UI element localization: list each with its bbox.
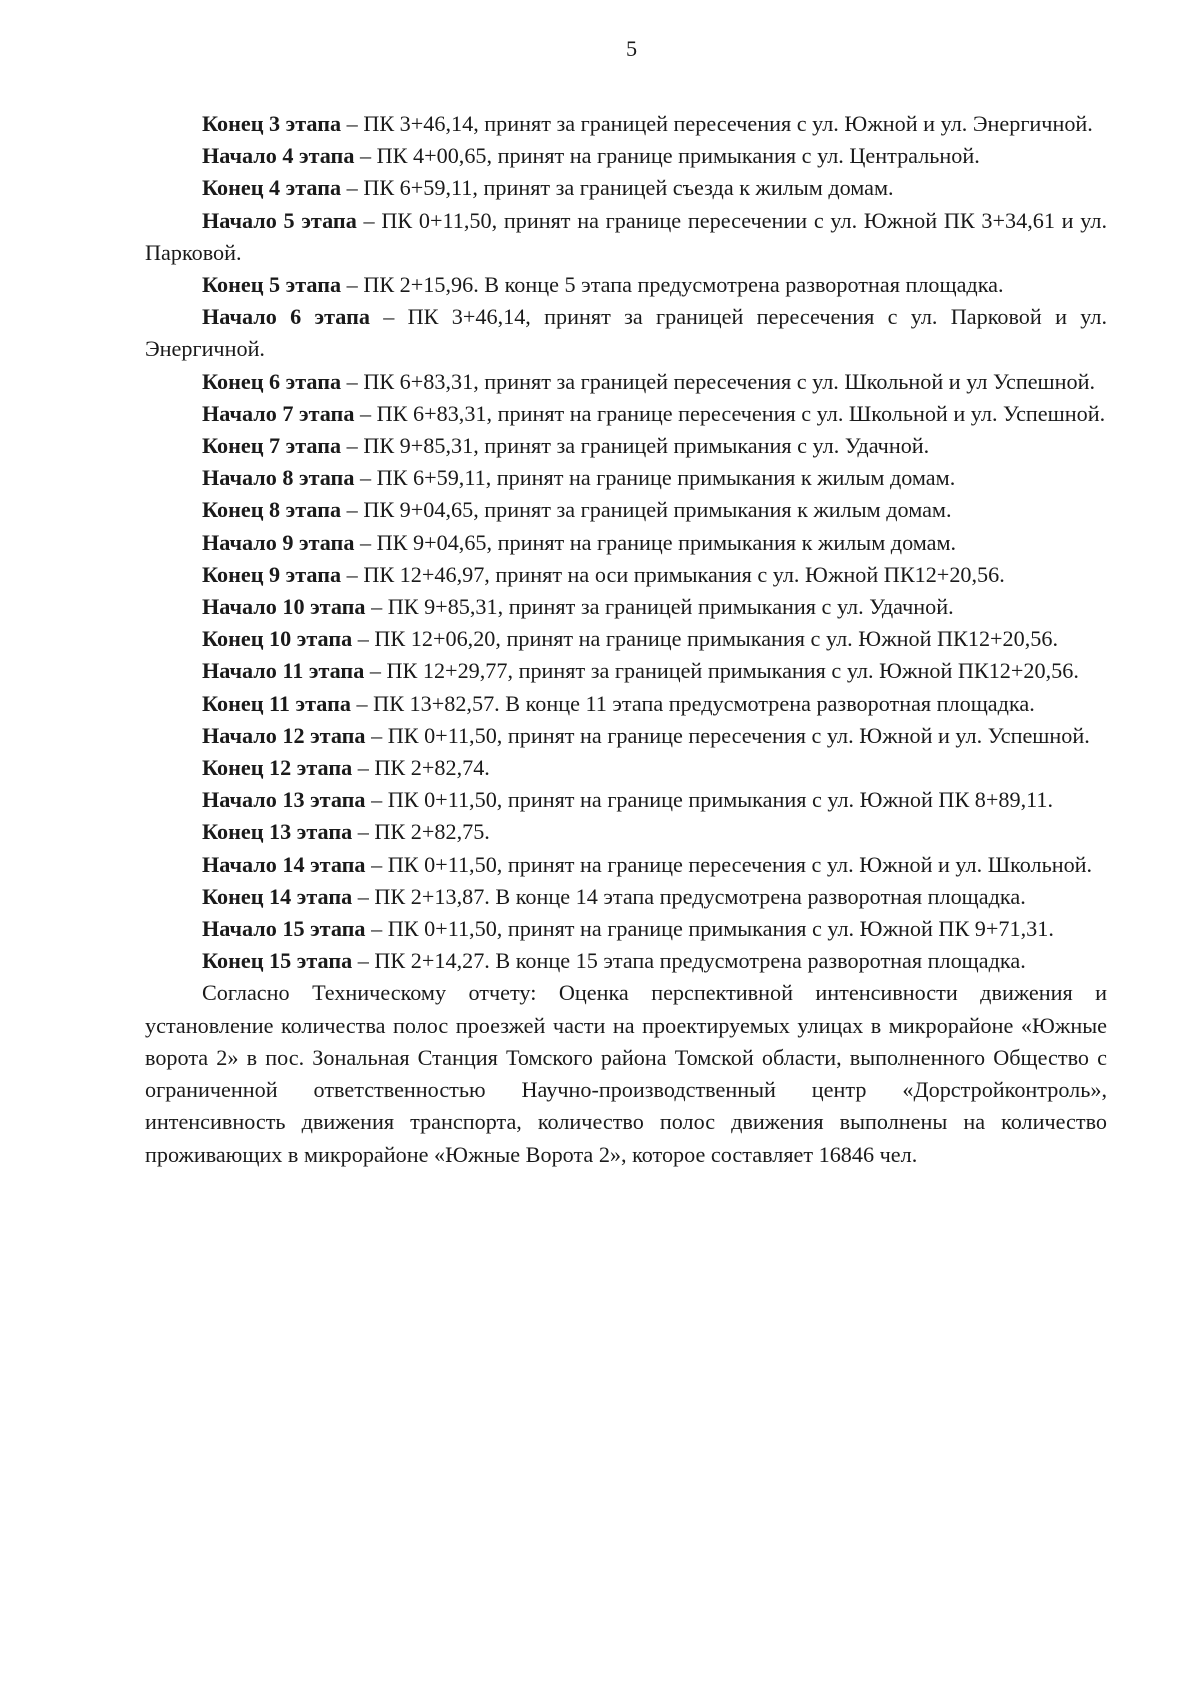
stage-label: Начало 6 этапа xyxy=(202,304,370,330)
paragraph-text: – ПК 12+29,77, принят за границей примыкания с ул. Южной ПК12+20,56. xyxy=(364,658,1079,684)
stage-label: Начало 9 этапа xyxy=(202,529,355,555)
paragraph-text: – ПК 2+13,87. В конце 14 этапа предусмотрена разворотная площадка. xyxy=(352,883,1026,909)
paragraph xyxy=(145,881,1107,913)
stage-label: Конец 12 этапа xyxy=(202,755,353,781)
stage-label: Конец 13 этапа xyxy=(202,819,353,845)
paragraph xyxy=(145,784,1107,816)
paragraph-text: – ПК 0+11,50, принят на границе примыкания с ул. Южной ПК 8+89,11. xyxy=(365,787,1054,813)
paragraph-text: – ПК 6+83,31, принят за границей пересечения с ул. Школьной и ул Успешной. xyxy=(341,368,1096,394)
paragraph-text: – ПК 0+11,50, принят на границе пересечения с ул. Южной и ул. Успешной. xyxy=(365,722,1090,748)
paragraph xyxy=(145,527,1107,559)
stage-label: Конец 9 этапа xyxy=(202,561,342,587)
stage-label: Конец 11 этапа xyxy=(202,690,351,716)
paragraph xyxy=(145,913,1107,945)
stage-label: Начало 11 этапа xyxy=(202,658,365,684)
paragraph xyxy=(145,140,1107,172)
stage-label: Начало 8 этапа xyxy=(202,465,355,491)
paragraph xyxy=(145,623,1107,655)
paragraph xyxy=(145,108,1107,140)
paragraph xyxy=(145,720,1107,752)
paragraph-text: – ПК 2+82,75. xyxy=(352,819,490,845)
stage-label: Начало 7 этапа xyxy=(202,400,355,426)
paragraph-text: – ПК 12+06,20, принят на границе примыкания с ул. Южной ПК12+20,56. xyxy=(352,626,1059,652)
stage-label: Начало 12 этапа xyxy=(202,722,366,748)
closing-paragraph xyxy=(145,977,1107,1170)
paragraph xyxy=(145,398,1107,430)
stage-label: Конец 14 этапа xyxy=(202,883,353,909)
paragraph-text: – ПК 12+46,97, принят на оси примыкания с ул. Южной ПК12+20,56. xyxy=(341,561,1005,587)
paragraph-text: – ПК 9+04,65, принят за границей примыкания к жилым домам. xyxy=(341,497,952,523)
stage-label: Конец 15 этапа xyxy=(202,948,353,974)
paragraph xyxy=(145,494,1107,526)
paragraph xyxy=(145,559,1107,591)
stage-label: Конец 5 этапа xyxy=(202,272,342,298)
paragraph-text: – ПК 4+00,65, принят на границе примыкания с ул. Центральной. xyxy=(354,143,980,169)
paragraph xyxy=(145,591,1107,623)
paragraph-text: – ПК 2+14,27. В конце 15 этапа предусмотрена разворотная площадка. xyxy=(352,948,1026,974)
stage-label: Конец 3 этапа xyxy=(202,111,342,136)
paragraph-text: – ПК 2+15,96. В конце 5 этапа предусмотрена разворотная площадка. xyxy=(341,272,1004,298)
paragraph-text: – ПК 3+46,14, принят за границей пересечения с ул. Парковой и ул. Энергичной. xyxy=(145,304,1107,362)
paragraph-text: – ПК 0+11,50, принят на границе пересечения с ул. Южной и ул. Школьной. xyxy=(365,851,1093,877)
stage-label: Начало 4 этапа xyxy=(202,143,355,169)
paragraph-text: – ПК 9+85,31, принят за границей примыкания с ул. Удачной. xyxy=(365,594,954,620)
paragraph-text: Согласно Техническому отчету: Оценка перспективной интенсивности движения и установление количества полос проезжей части на проектируемых улицах в микрорайоне «Южные ворота 2» в пос. Зональная Станция Томского района Томской области, выполненного Общество с ограниченной ответственностью Научно-производственный центр «Дорстройконтроль», интенсивность движения транспорта, количество полос движения выполнены на количество проживающих в микрорайоне «Южные Ворота 2», которое составляет 16846 чел. xyxy=(145,980,1107,1167)
stage-label: Начало 13 этапа xyxy=(202,787,366,813)
stage-label: Конец 6 этапа xyxy=(202,368,342,394)
stage-label: Конец 7 этапа xyxy=(202,433,342,459)
stage-label: Начало 5 этапа xyxy=(202,207,357,233)
paragraph xyxy=(145,655,1107,687)
paragraph-text: – ПК 6+59,11, принят на границе примыкания к жилым домам. xyxy=(354,465,956,491)
page-number: 5 xyxy=(625,36,638,61)
paragraph xyxy=(145,205,1107,269)
paragraph-text: – ПК 13+82,57. В конце 11 этапа предусмотрена разворотная площадка. xyxy=(350,690,1035,716)
stage-label: Конец 8 этапа xyxy=(202,497,342,523)
paragraph-text: – ПК 3+46,14, принят за границей пересечения с ул. Южной и ул. Энергичной. xyxy=(341,111,1093,136)
paragraph-text: – ПК 6+83,31, принят на границе пересечения с ул. Школьной и ул. Успешной. xyxy=(354,400,1106,426)
paragraph xyxy=(145,462,1107,494)
stage-label: Начало 15 этапа xyxy=(202,916,366,942)
paragraph-text: – ПК 0+11,50, принят на границе примыкания с ул. Южной ПК 9+71,31. xyxy=(365,916,1054,942)
stage-label: Начало 10 этапа xyxy=(202,594,366,620)
paragraph xyxy=(145,752,1107,784)
paragraph-text: – ПК 9+85,31, принят за границей примыкания с ул. Удачной. xyxy=(341,433,930,459)
stage-label: Начало 14 этапа xyxy=(202,851,366,877)
stage-label: Конец 10 этапа xyxy=(202,626,353,652)
paragraph xyxy=(145,366,1107,398)
document-body xyxy=(145,108,1107,1171)
paragraph xyxy=(145,945,1107,977)
paragraph xyxy=(145,430,1107,462)
paragraph xyxy=(145,301,1107,365)
paragraph xyxy=(145,688,1107,720)
paragraph xyxy=(145,849,1107,881)
paragraph-text: – ПК 6+59,11, принят за границей съезда к жилым домам. xyxy=(341,175,894,201)
paragraph xyxy=(145,172,1107,204)
paragraph-text: – ПК 2+82,74. xyxy=(352,755,490,781)
paragraph xyxy=(145,269,1107,301)
stage-label: Конец 4 этапа xyxy=(202,175,342,201)
paragraph-text: – ПК 0+11,50, принят на границе пересечении с ул. Южной ПК 3+34,61 и ул. Парковой. xyxy=(145,207,1107,265)
paragraph-text: – ПК 9+04,65, принят на границе примыкания к жилым домам. xyxy=(354,529,957,555)
paragraph xyxy=(145,816,1107,848)
